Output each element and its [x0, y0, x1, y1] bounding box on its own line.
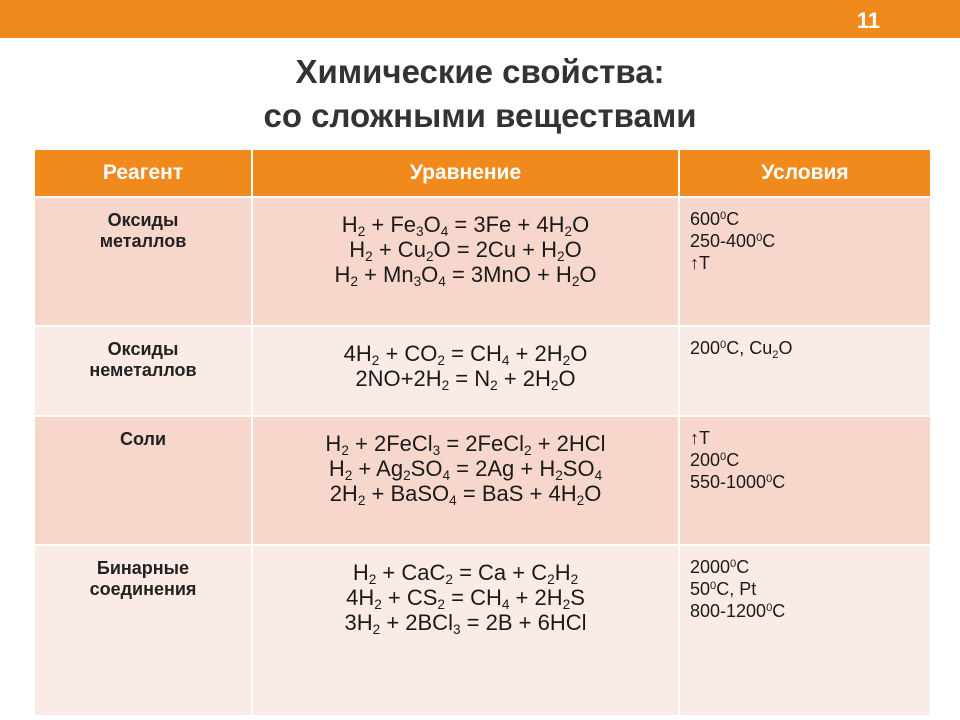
conditions-cell [679, 197, 930, 326]
slide-number: 11 [856, 8, 880, 33]
equation-line: $H_2$ + 2FeCl$_3$ = 2FeCl$_2$ + 2HCl [325, 431, 606, 458]
equation-line: $H_2 + Fe_3O_4 = 3Fe + 4H_2O$ [341, 212, 590, 239]
reagent-cell [35, 197, 252, 326]
header-reagent: Реагент [35, 150, 252, 197]
reagent-cell [35, 416, 252, 545]
reagent-cell [35, 326, 252, 416]
condition-line: ↑T [690, 253, 710, 273]
reagent-label: неметаллов [89, 360, 197, 380]
equation-line: $3H_2 + 2BCl_3 = 2B + 6HCl$ [344, 610, 587, 637]
condition-line: ↑T [690, 428, 710, 448]
condition-line: $600^0C$ [690, 209, 740, 229]
equation-line: $H_2 + Cu_2O = 2Cu + H_2O$ [349, 237, 582, 264]
slide-title-line-1: Химические свойства: [295, 53, 665, 90]
condition-line: 550-1000$^0$C [690, 472, 786, 492]
reagent-label: Оксиды [107, 210, 179, 230]
slide-title [0, 50, 960, 138]
condition-line: $50^0C$, Pt [690, 579, 757, 599]
reagent-label: Соли [119, 429, 167, 449]
equation-line: $H_2 + Ag_2SO_4 = 2Ag + H_2SO_4$ [328, 456, 603, 483]
condition-line: $250-400^0C$ [690, 231, 776, 251]
table-row [35, 416, 930, 545]
reagent-label: Оксиды [107, 339, 179, 359]
header-equation: Уравнение [252, 150, 679, 197]
slide-title-line-2: со сложными веществами [263, 97, 697, 134]
properties-table [35, 150, 930, 715]
reagent-cell [35, 545, 252, 715]
table-body [35, 197, 930, 715]
header-conditions: Условия [679, 150, 930, 197]
reagent-label: металлов [99, 231, 187, 251]
equation-line: $2H_2$ + BaSO$_4$ = BaS + $4H_2O$ [329, 481, 602, 508]
equation-cell [252, 326, 679, 416]
reagent-label: соединения [89, 579, 197, 599]
equation-line: $2NO+2H_2 = N_2 + 2H_2O$ [355, 366, 576, 393]
equation-line: $H_2 + Mn_3O_4 = 3MnO + H_2O$ [334, 262, 597, 289]
condition-line: $200^0C$, $Cu_2O$ [690, 338, 793, 361]
conditions-cell [679, 545, 930, 715]
table-row [35, 197, 930, 326]
equation-cell [252, 197, 679, 326]
condition-line: 2000$^0$C [690, 557, 750, 577]
top-bar [0, 0, 960, 38]
conditions-cell [679, 326, 930, 416]
equation-cell [252, 545, 679, 715]
equation-cell [252, 416, 679, 545]
table-header-row [35, 150, 930, 197]
equation-line: $4H_2 + CO_2 = CH_4 + 2H_2O$ [343, 341, 588, 368]
equation-line: $4H_2 + CS_2 = CH_4 + 2H_2S$ [346, 585, 585, 612]
conditions-cell [679, 416, 930, 545]
equation-line: $H_2 + CaC_2 = Ca + C_2H_2$ [352, 560, 579, 587]
condition-line: 800-1200$^0$C [690, 601, 786, 621]
reagent-label: Бинарные [96, 558, 190, 578]
condition-line: $200^0C$ [690, 450, 740, 470]
table-row [35, 545, 930, 715]
table-row [35, 326, 930, 416]
